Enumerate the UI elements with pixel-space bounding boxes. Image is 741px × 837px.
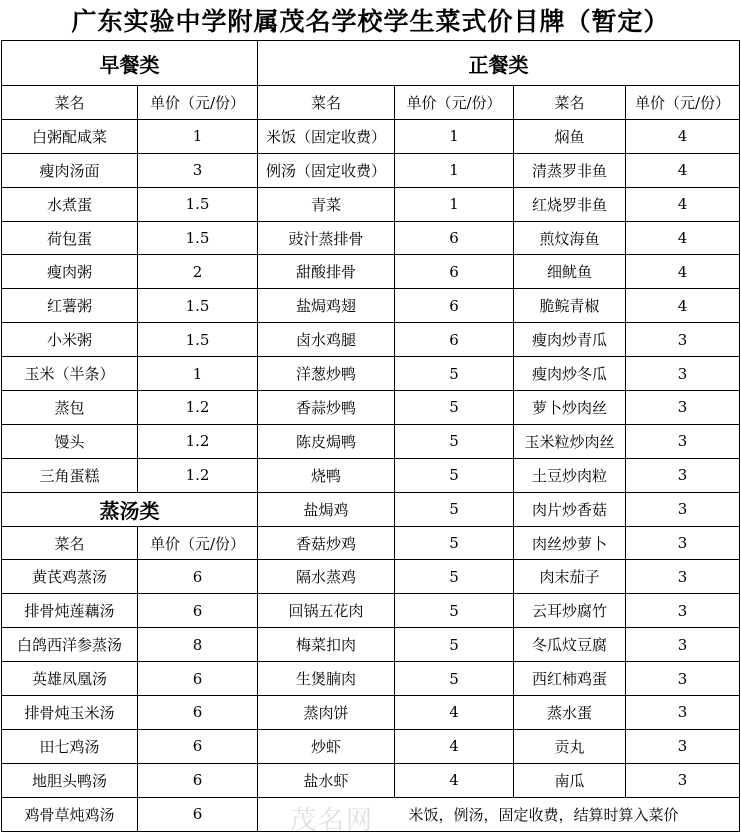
table-row [2, 696, 740, 730]
dish-price: 3 [626, 458, 740, 492]
dish-price: 3 [138, 153, 258, 187]
dish-price: 5 [395, 560, 514, 594]
dish-price: 6 [395, 323, 514, 357]
dish-name: 洋葱炒鸭 [258, 357, 395, 391]
table-row [2, 729, 740, 763]
dish-price: 5 [395, 628, 514, 662]
soup-header-name: 菜名 [2, 526, 138, 560]
dish-price: 5 [395, 526, 514, 560]
dish-name: 青菜 [258, 187, 395, 221]
dish-name: 肉丝炒萝卜 [514, 526, 626, 560]
table-row [2, 289, 740, 323]
dish-name: 荷包蛋 [2, 221, 138, 255]
dish-price: 4 [626, 221, 740, 255]
dish-price: 6 [138, 729, 258, 763]
dish-name: 炒虾 [258, 729, 395, 763]
table-row [2, 492, 740, 526]
dish-price: 5 [395, 424, 514, 458]
dish-price: 4 [626, 153, 740, 187]
table-row [2, 255, 740, 289]
dish-price: 4 [626, 289, 740, 323]
dish-name: 生煲腩肉 [258, 662, 395, 696]
dish-name: 玉米粒炒肉丝 [514, 424, 626, 458]
dish-name: 甜酸排骨 [258, 255, 395, 289]
dish-name: 贡丸 [514, 729, 626, 763]
dish-name: 排骨炖玉米汤 [2, 696, 138, 730]
dish-name: 云耳炒腐竹 [514, 594, 626, 628]
dish-name: 黄芪鸡蒸汤 [2, 560, 138, 594]
footer-note-text: 米饭，例汤，固定收费，结算时算入菜价 [408, 805, 679, 824]
dish-name: 红烧罗非鱼 [514, 187, 626, 221]
soup-header-price: 单价（元/份） [138, 526, 258, 560]
dish-price: 3 [626, 391, 740, 425]
dish-price: 3 [626, 424, 740, 458]
main-header-name-1: 菜名 [258, 86, 395, 120]
dish-price: 6 [138, 560, 258, 594]
dish-price: 1.5 [138, 323, 258, 357]
dish-name: 萝卜炒肉丝 [514, 391, 626, 425]
dish-name: 清蒸罗非鱼 [514, 153, 626, 187]
dish-name: 瘦肉炒冬瓜 [514, 357, 626, 391]
dish-name: 三角蛋糕 [2, 458, 138, 492]
dish-name: 隔水蒸鸡 [258, 560, 395, 594]
dish-name: 梅菜扣肉 [258, 628, 395, 662]
main-header-price-1: 单价（元/份） [395, 86, 514, 120]
dish-price: 4 [395, 729, 514, 763]
dish-name: 红薯粥 [2, 289, 138, 323]
dish-price: 4 [626, 187, 740, 221]
dish-name: 蒸水蛋 [514, 696, 626, 730]
dish-name: 回锅五花肉 [258, 594, 395, 628]
dish-name: 瘦肉粥 [2, 255, 138, 289]
dish-name: 田七鸡汤 [2, 729, 138, 763]
dish-price: 1 [395, 119, 514, 153]
dish-name: 例汤（固定收费） [258, 153, 395, 187]
dish-name: 陈皮焗鸭 [258, 424, 395, 458]
dish-price: 1 [138, 357, 258, 391]
breakfast-header-name: 菜名 [2, 86, 138, 120]
dish-price: 3 [626, 323, 740, 357]
dish-price: 4 [395, 763, 514, 797]
dish-price: 3 [626, 526, 740, 560]
dish-name: 西红柿鸡蛋 [514, 662, 626, 696]
dish-price: 6 [395, 289, 514, 323]
dish-price: 5 [395, 357, 514, 391]
dish-price: 5 [395, 458, 514, 492]
dish-price: 1.5 [138, 221, 258, 255]
main-section-title: 正餐类 [258, 41, 740, 86]
dish-name: 白鸽西洋参蒸汤 [2, 628, 138, 662]
table-row [2, 797, 740, 831]
dish-name: 细鱿鱼 [514, 255, 626, 289]
dish-price: 4 [626, 255, 740, 289]
dish-price: 4 [395, 696, 514, 730]
dish-price: 1.2 [138, 391, 258, 425]
dish-price: 3 [626, 357, 740, 391]
dish-name: 英雄凤凰汤 [2, 662, 138, 696]
breakfast-section-title: 早餐类 [2, 41, 258, 86]
dish-price: 5 [395, 492, 514, 526]
table-row [2, 221, 740, 255]
table-row [2, 628, 740, 662]
dish-name: 盐焗鸡翅 [258, 289, 395, 323]
table-row [2, 153, 740, 187]
dish-name: 排骨炖莲藕汤 [2, 594, 138, 628]
dish-price: 6 [138, 696, 258, 730]
table-row [2, 560, 740, 594]
main-header-price-2: 单价（元/份） [626, 86, 740, 120]
dish-price: 6 [395, 221, 514, 255]
dish-price: 6 [138, 594, 258, 628]
table-row [2, 594, 740, 628]
dish-name: 地胆头鸭汤 [2, 763, 138, 797]
column-header-row [2, 86, 740, 120]
dish-price: 3 [626, 560, 740, 594]
table-row [2, 119, 740, 153]
dish-price: 3 [626, 628, 740, 662]
dish-price: 6 [138, 763, 258, 797]
dish-price: 5 [395, 391, 514, 425]
dish-name: 豉汁蒸排骨 [258, 221, 395, 255]
dish-price: 1 [138, 119, 258, 153]
dish-name: 脆鲩青椒 [514, 289, 626, 323]
table-row [2, 323, 740, 357]
table-row [2, 424, 740, 458]
dish-name: 米饭（固定收费） [258, 119, 395, 153]
dish-price: 1 [395, 187, 514, 221]
dish-name: 玉米（半条） [2, 357, 138, 391]
dish-price: 1.2 [138, 458, 258, 492]
dish-name: 白粥配咸菜 [2, 119, 138, 153]
dish-name: 瘦肉炒青瓜 [514, 323, 626, 357]
dish-price: 6 [395, 255, 514, 289]
dish-price: 3 [626, 696, 740, 730]
dish-price: 6 [138, 797, 258, 831]
dish-price: 3 [626, 662, 740, 696]
dish-price: 8 [138, 628, 258, 662]
dish-price: 2 [138, 255, 258, 289]
dish-price: 1.5 [138, 289, 258, 323]
table-row [2, 391, 740, 425]
breakfast-header-price: 单价（元/份） [138, 86, 258, 120]
dish-name: 香菇炒鸡 [258, 526, 395, 560]
dish-name: 香蒜炒鸭 [258, 391, 395, 425]
table-row [2, 187, 740, 221]
dish-name: 鸡骨草炖鸡汤 [2, 797, 138, 831]
dish-name: 小米粥 [2, 323, 138, 357]
menu-table [1, 40, 740, 832]
dish-name: 煎炆海鱼 [514, 221, 626, 255]
table-row [2, 357, 740, 391]
dish-name: 盐水虾 [258, 763, 395, 797]
dish-name: 蒸肉饼 [258, 696, 395, 730]
dish-price: 5 [395, 662, 514, 696]
dish-name: 水煮蛋 [2, 187, 138, 221]
dish-price: 1.2 [138, 424, 258, 458]
dish-name: 烧鸭 [258, 458, 395, 492]
dish-name: 肉片炒香菇 [514, 492, 626, 526]
dish-name: 蒸包 [2, 391, 138, 425]
table-row [2, 763, 740, 797]
dish-price: 4 [626, 119, 740, 153]
main-header-name-2: 菜名 [514, 86, 626, 120]
soup-section-title: 蒸汤类 [2, 492, 258, 526]
page-title: 广东实验中学附属茂名学校学生菜式价目牌（暂定） [71, 7, 670, 36]
dish-price: 1.5 [138, 187, 258, 221]
dish-name: 盐焗鸡 [258, 492, 395, 526]
table-row [2, 526, 740, 560]
dish-name: 焖鱼 [514, 119, 626, 153]
dish-price: 3 [626, 594, 740, 628]
watermark-text: 茂名网 [290, 806, 375, 836]
dish-name: 冬瓜炆豆腐 [514, 628, 626, 662]
dish-name: 馒头 [2, 424, 138, 458]
table-row [2, 662, 740, 696]
table-row [2, 458, 740, 492]
dish-name: 南瓜 [514, 763, 626, 797]
dish-price: 3 [626, 729, 740, 763]
section-header-row [2, 41, 740, 86]
dish-price: 1 [395, 153, 514, 187]
dish-name: 土豆炒肉粒 [514, 458, 626, 492]
dish-name: 卤水鸡腿 [258, 323, 395, 357]
dish-name: 肉末茄子 [514, 560, 626, 594]
footer-note [258, 797, 740, 831]
dish-price: 5 [395, 594, 514, 628]
dish-name: 瘦肉汤面 [2, 153, 138, 187]
dish-price: 6 [138, 662, 258, 696]
dish-price: 3 [626, 763, 740, 797]
dish-price: 3 [626, 492, 740, 526]
